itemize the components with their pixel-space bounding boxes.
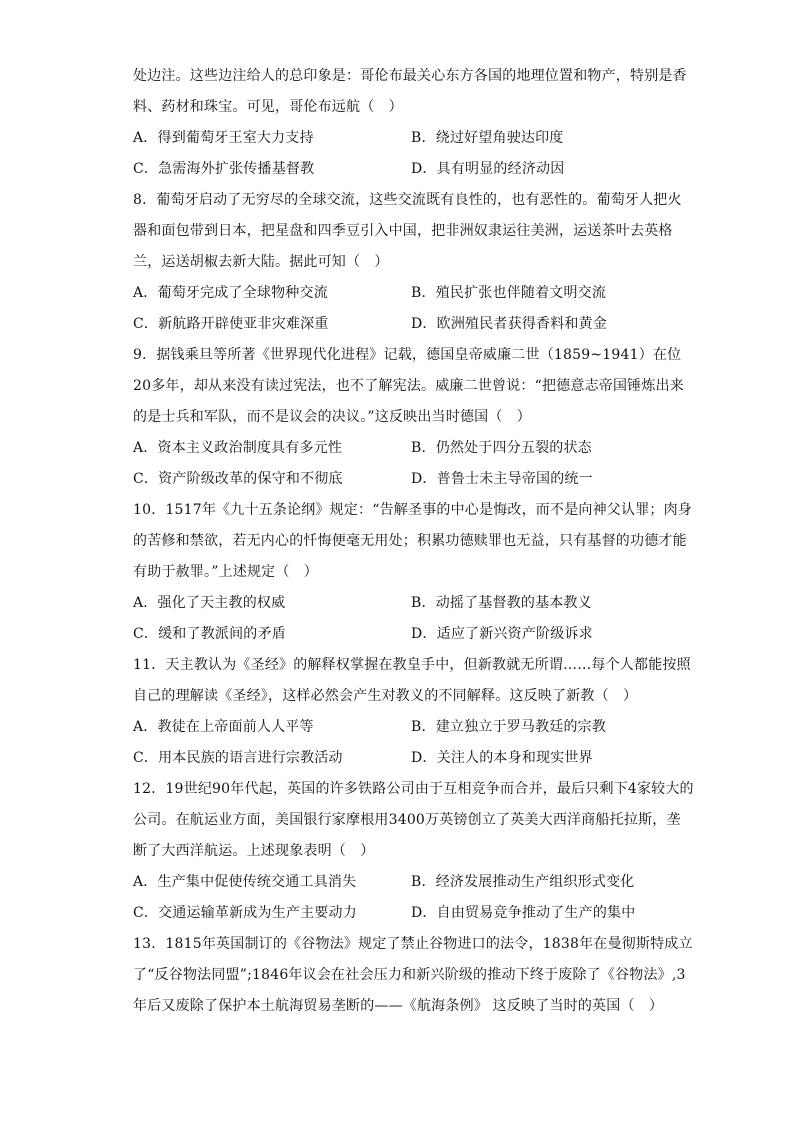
question-9-options bbox=[133, 433, 694, 495]
option-c: C．新航路开辟使亚非灾难深重 bbox=[133, 316, 329, 332]
option-b: B．殖民扩张也伴随着文明交流 bbox=[411, 285, 607, 301]
option-c: C．资产阶级改革的保守和不彻底 bbox=[133, 471, 343, 487]
option-a: A．得到葡萄牙王室大力支持 bbox=[133, 130, 314, 146]
question-10-options bbox=[133, 588, 694, 650]
option-b: B．动摇了基督教的基本教义 bbox=[411, 595, 592, 611]
option-c: C．急需海外扩张传播基督教 bbox=[133, 161, 315, 177]
option-d: D．欧洲殖民者获得香料和黄金 bbox=[411, 316, 608, 332]
option-b: B．仍然处于四分五裂的状态 bbox=[411, 440, 592, 456]
option-d: D．适应了新兴资产阶级诉求 bbox=[411, 626, 593, 642]
option-c: C．缓和了教派间的矛盾 bbox=[133, 626, 286, 642]
question-11-options bbox=[133, 712, 694, 774]
question-7-stem-continued: 处边注。这些边注给人的总印象是：哥伦布最关心东方各国的地理位置和物产，特别是香料、药材和珠宝。可见，哥伦布远航（ ） bbox=[133, 68, 687, 115]
question-13-stem: 13．1815年英国制订的《谷物法》规定了禁止谷物进口的法令，1838年在曼彻斯特成立了“反谷物法同盟”;1846年议会在社会压力和新兴阶级的推动下终于废除了《谷物法》,3年后又废除了保护本土航海贸易垄断的——《航海条例》 这反映了当时的英国（ ） bbox=[133, 936, 693, 1014]
question-10-stem: 10．1517年《九十五条论纲》规定：“告解圣事的中心是悔改，而不是向神父认罪；肉身的苦修和禁欲，若无内心的忏悔便毫无用处；积累功德赎罪也无益，只有基督的功德才能有助于赦罪。”上述规定（ ） bbox=[133, 502, 692, 580]
question-12-options bbox=[133, 867, 694, 929]
option-d: D．具有明显的经济动因 bbox=[411, 161, 565, 177]
option-b: B．绕过好望角驶达印度 bbox=[411, 130, 564, 146]
option-a: A．葡萄牙完成了全球物种交流 bbox=[133, 285, 328, 301]
question-12-stem: 12．19世纪90年代起，英国的许多铁路公司由于互相竞争而合并，最后只剩下4家较大的公司。在航运业方面，美国银行家摩根用3400万英镑创立了英美大西洋商船托拉斯，垄断了大西洋航运。上述现象表明（ ） bbox=[133, 781, 694, 859]
question-11-stem: 11．天主教认为《圣经》的解释权掌握在教皇手中，但新教就无所谓……每个人都能按照自己的理解读《圣经》，这样必然会产生对教义的不同解释。这反映了新教（ ） bbox=[133, 657, 691, 704]
option-d: D．自由贸易竞争推动了生产的集中 bbox=[411, 905, 636, 921]
option-a: A．生产集中促使传统交通工具消失 bbox=[133, 874, 357, 890]
option-b: B．建立独立于罗马教廷的宗教 bbox=[411, 719, 607, 735]
question-8-stem: 8．葡萄牙启动了无穷尽的全球交流，这些交流既有良性的，也有恶性的。葡萄牙人把火器和面包带到日本，把星盘和四季豆引入中国，把非洲奴隶运往美洲，运送茶叶去英格兰，运送胡椒去新大陆。据此可知（ ） bbox=[133, 192, 682, 270]
option-d: D．普鲁士未主导帝国的统一 bbox=[411, 471, 593, 487]
option-b: B．经济发展推动生产组织形式变化 bbox=[411, 874, 635, 890]
option-c: C．用本民族的语言进行宗教活动 bbox=[133, 750, 343, 766]
question-9-stem: 9．据钱乘旦等所著《世界现代化进程》记载，德国皇帝威廉二世（1859~1941）在位20多年，却从来没有读过宪法，也不了解宪法。威廉二世曾说：“把德意志帝国锤炼出来的是士兵和军队，而不是议会的决议。”这反映出当时德国（ ） bbox=[133, 347, 684, 425]
option-c: C．交通运输革新成为生产主要动力 bbox=[133, 905, 357, 921]
question-8-options bbox=[133, 278, 694, 340]
option-d: D．关注人的本身和现实世界 bbox=[411, 750, 593, 766]
option-a: A．强化了天主教的权威 bbox=[133, 595, 286, 611]
option-a: A．教徒在上帝面前人人平等 bbox=[133, 719, 314, 735]
option-a: A．资本主义政治制度具有多元性 bbox=[133, 440, 343, 456]
question-7-options bbox=[133, 123, 694, 185]
